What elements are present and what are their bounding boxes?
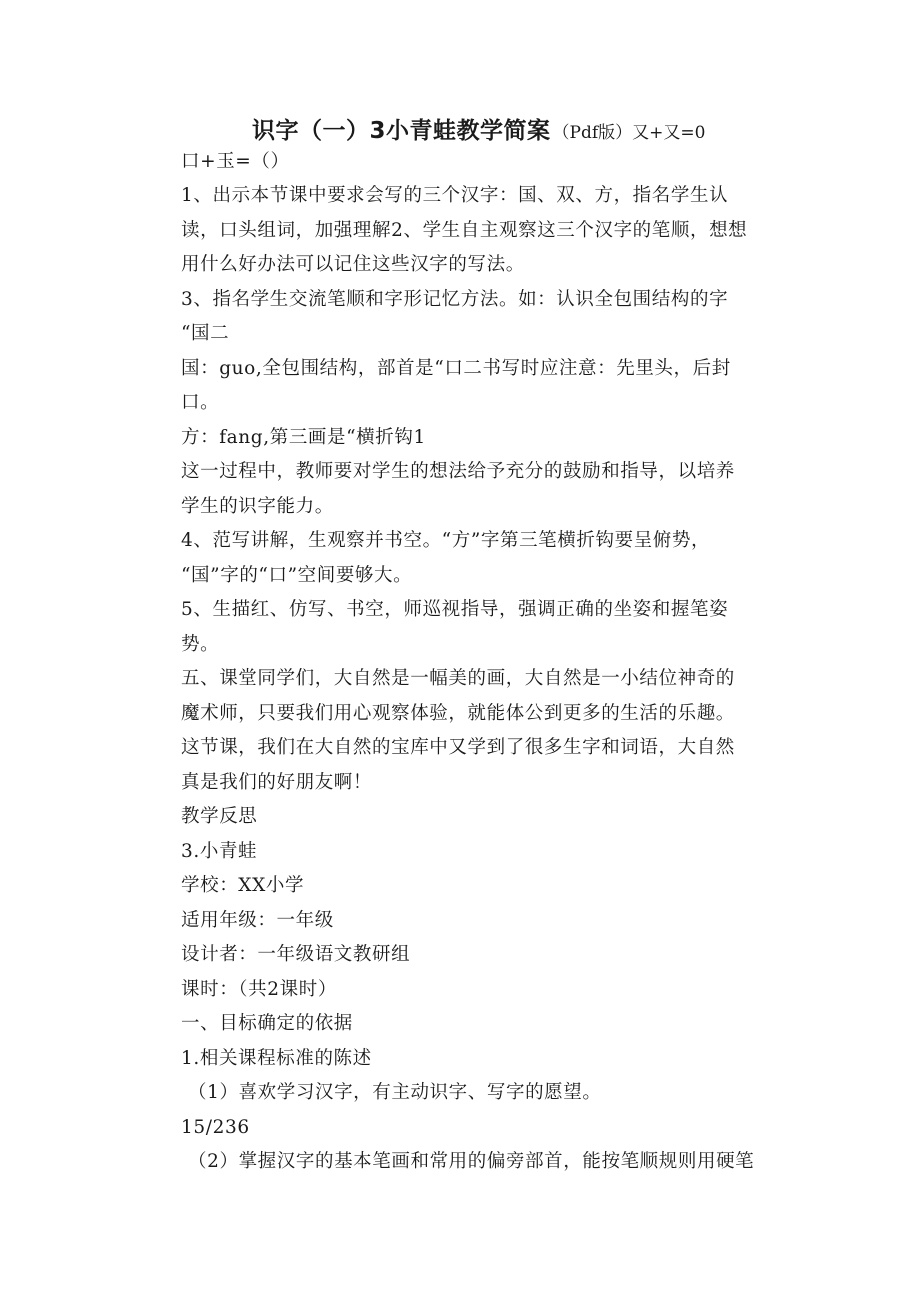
text-line: 设计者：一年级语文教研组	[181, 944, 411, 965]
text-line: 口+玉=（）	[181, 151, 290, 172]
text-line: 这一过程中，教师要对学生的想法给予充分的鼓励和指导，以培养	[181, 461, 735, 482]
text-line: 学校：XX小学	[181, 875, 305, 896]
text-line: 方：fang,第三画是“横折钩1	[181, 427, 426, 448]
title-tail: （Pdf版）又+又=0	[552, 123, 706, 143]
title-main: 识字（一）3小青蛙教学简案	[252, 118, 551, 144]
text-line: 1.相关课程标准的陈述	[181, 1048, 372, 1069]
page-number: 15/236	[181, 1117, 250, 1138]
text-line: （1）喜欢学习汉字，有主动识字、写字的愿望。	[188, 1082, 602, 1103]
text-line: 3.小青蛙	[181, 841, 258, 862]
text-line: 3、指名学生交流笔顺和字形记忆方法。如：认识全包围结构的字	[181, 289, 729, 310]
text-line: 这节课，我们在大自然的宝库中又学到了很多生字和词语，大自然	[181, 737, 735, 758]
text-line: 适用年级：一年级	[181, 910, 334, 931]
text-line: 真是我们的好朋友啊！	[181, 772, 373, 793]
text-line: 口。	[181, 392, 220, 413]
text-line: “国”字的“口”空间要够大。	[181, 565, 413, 586]
text-line: “国二	[181, 323, 230, 344]
text-line: 五、课堂同学们，大自然是一幅美的画，大自然是一小结位神奇的	[181, 668, 735, 689]
text-line: 用什么好办法可以记住这些汉字的写法。	[181, 254, 525, 275]
text-line: 课时：（共2课时）	[181, 979, 337, 1000]
text-line: 4、范写讲解，生观察并书空。“方”字第三笔横折钩要呈俯势，	[181, 530, 711, 551]
text-line: 一、目标确定的依据	[181, 1013, 353, 1034]
text-line: 读，口头组词，加强理解2、学生自主观察这三个汉字的笔顺，想想	[181, 220, 748, 241]
text-line: 教学反思	[181, 806, 258, 827]
text-line: （2）掌握汉字的基本笔画和常用的偏旁部首，能按笔顺规则用硬笔	[188, 1151, 755, 1172]
text-line: 学生的识字能力。	[181, 496, 334, 517]
document-title	[252, 112, 812, 146]
text-line: 国：guo,全包围结构，部首是“口二书写时应注意：先里头，后封	[181, 358, 731, 379]
text-line: 魔术师，只要我们用心观察体验，就能体公到更多的生活的乐趣。	[181, 703, 735, 724]
text-line: 5、生描红、仿写、书空，师巡视指导，强调正确的坐姿和握笔姿	[181, 599, 729, 620]
text-line: 势。	[181, 634, 220, 655]
text-line: 1、出示本节课中要求会写的三个汉字：国、双、方，指名学生认	[181, 185, 729, 206]
